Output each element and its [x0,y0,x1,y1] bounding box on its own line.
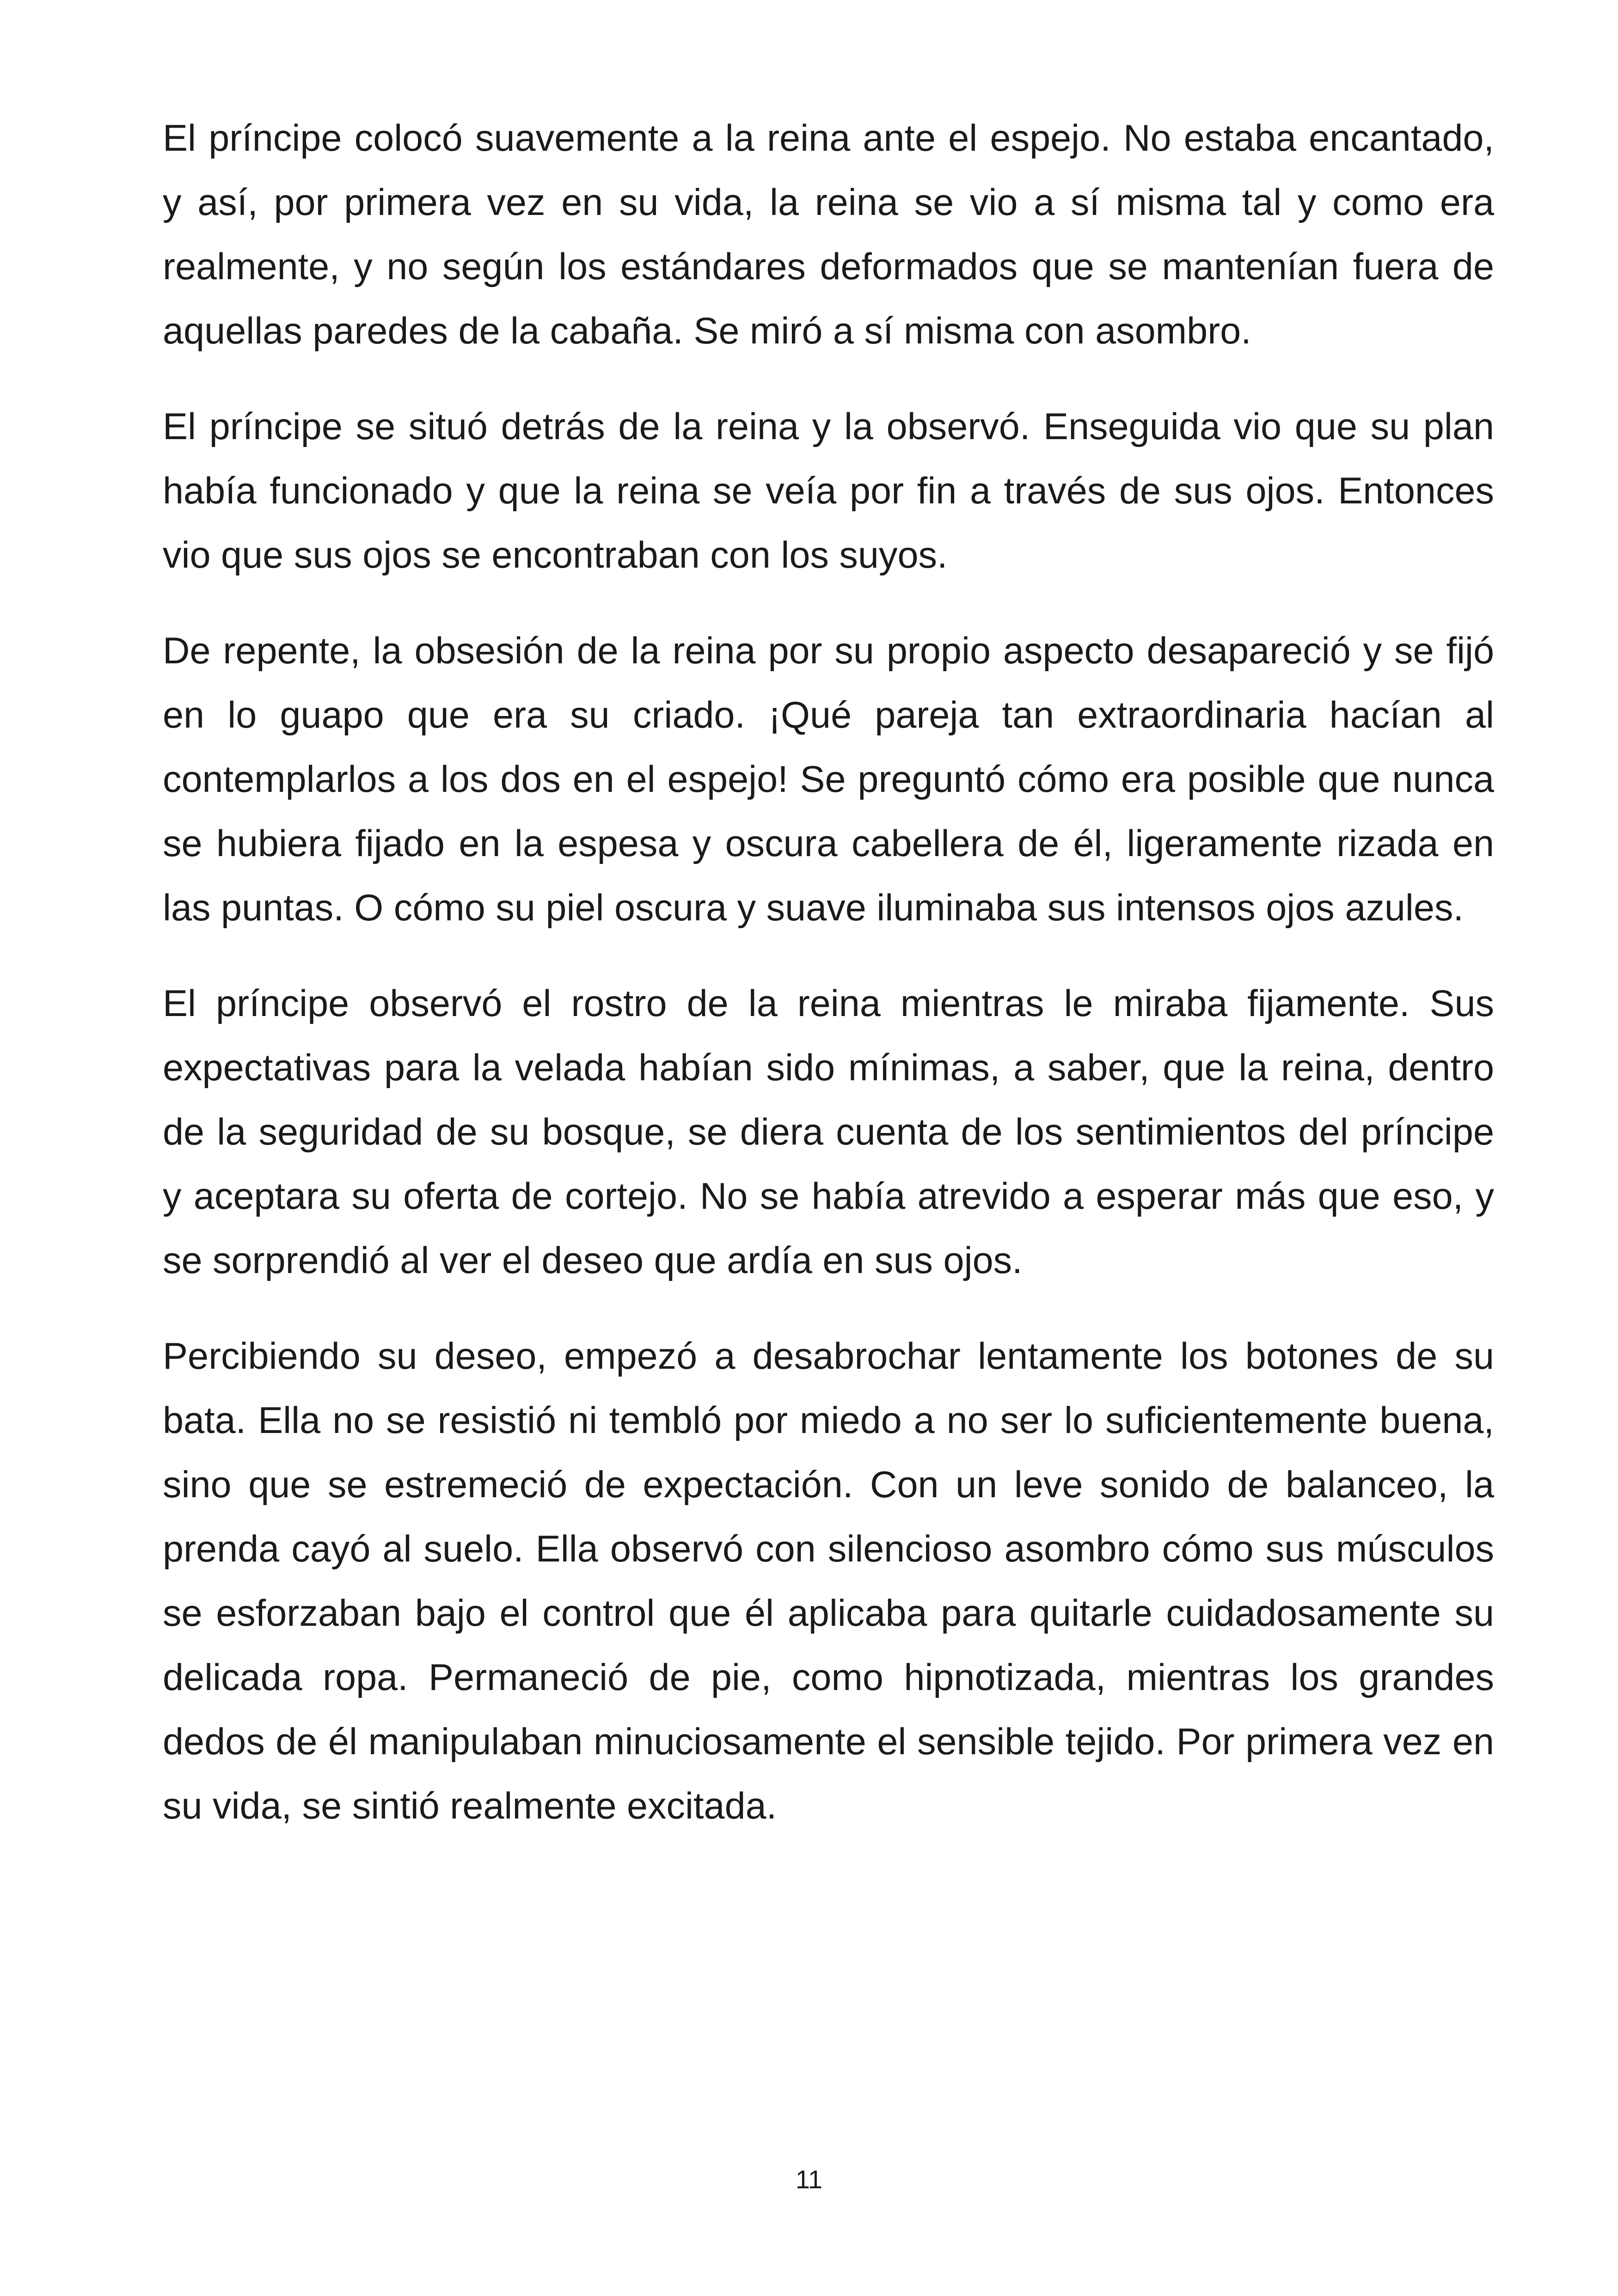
paragraph-1: El príncipe colocó suavemente a la reina ante el espejo. No estaba encantado, y así, por primera vez en su vida, la reina se vio a sí misma tal y como era realmente, y no según los estándares deformados que se mantenían fuera de aquellas paredes de la cabaña. Se miró a sí misma con asombro. [163,117,1494,352]
paragraph-2: El príncipe se situó detrás de la reina y la observó. Enseguida vio que su plan había funcionado y que la reina se veía por fin a través de sus ojos. Entonces vio que sus ojos se encontraban con los suyos. [163,406,1494,576]
body-text [163,106,1494,1838]
paragraph-5: Percibiendo su deseo, empezó a desabrochar lentamente los botones de su bata. Ella no se resistió ni tembló por miedo a no ser lo suficientemente buena, sino que se estremeció de expectación. Con un leve sonido de balanceo, la prenda cayó al suelo. Ella observó con silencioso asombro cómo sus músculos se esforzaban bajo el control que él aplicaba para quitarle cuidadosamente su delicada ropa. Permaneció de pie, como hipnotizada, mientras los grandes dedos de él manipulaban minuciosamente el sensible tejido. Por primera vez en su vida, se sintió realmente excitada. [163,1335,1494,1827]
paragraph-4: El príncipe observó el rostro de la reina mientras le miraba fijamente. Sus expectativas para la velada habían sido mínimas, a saber, que la reina, dentro de la seguridad de su bosque, se diera cuenta de los sentimientos del príncipe y aceptara su oferta de cortejo. No se había atrevido a esperar más que eso, y se sorprendió al ver el deseo que ardía en sus ojos. [163,983,1494,1281]
paragraph-3: De repente, la obsesión de la reina por su propio aspecto desapareció y se fijó en lo guapo que era su criado. ¡Qué pareja tan extraordinaria hacían al contemplarlos a los dos en el espejo! Se preguntó cómo era posible que nunca se hubiera fijado en la espesa y oscura cabellera de él, ligeramente rizada en las puntas. O cómo su piel oscura y suave iluminaba sus intensos ojos azules. [163,630,1494,929]
page-number: 11 [795,2165,823,2194]
